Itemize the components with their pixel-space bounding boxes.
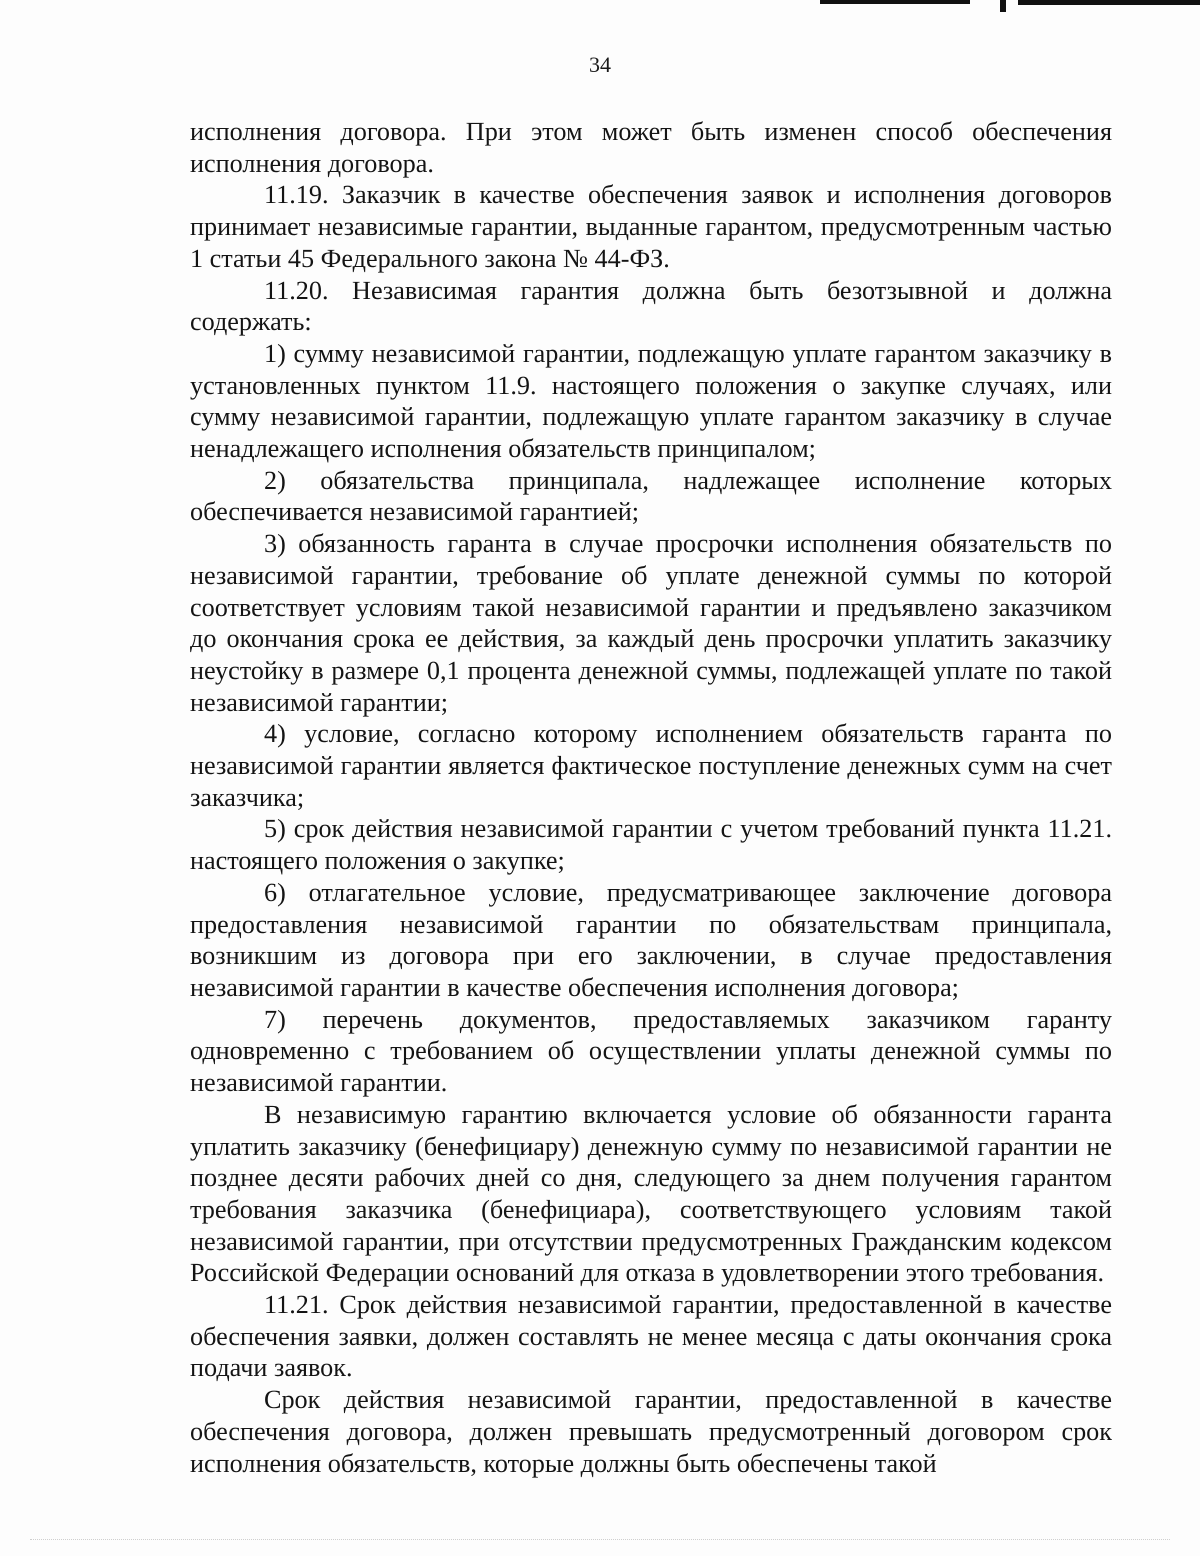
list-item: 1) сумму независимой гарантии, подлежащую уплате гарантом заказчику в установленных пунктом 11.9. настоящего положения о закупке случаях, или сумму независимой гарантии, подлежащую уплате гарантом заказчику в случае ненадлежащего исполнения обязательств принципалом; — [190, 338, 1112, 464]
list-item: 7) перечень документов, предоставляемых заказчиком гаранту одновременно с требованием об осуществлении уплаты денежной суммы по независимой гарантии. — [190, 1004, 1112, 1098]
list-item: 2) обязательства принципала, надлежащее исполнение которых обеспечивается независимой гарантией; — [190, 465, 1112, 527]
page-number: 34 — [589, 52, 611, 77]
paragraph: 11.21. Срок действия независимой гарантии, предоставленной в качестве обеспечения заявки, должен составлять не менее месяца с даты окончания срока подачи заявок. — [190, 1290, 1112, 1383]
document-body — [190, 116, 1112, 1479]
list-item: 5) срок действия независимой гарантии с учетом требований пункта 11.21. настоящего положения о закупке; — [190, 814, 1112, 876]
paragraph: исполнения договора. При этом может быть изменен способ обеспечения исполнения договора. — [190, 117, 1112, 178]
paragraph: Срок действия независимой гарантии, предоставленной в качестве обеспечения договора, должен превышать предусмотренный договором срок исполнения обязательств, которые должны быть обеспечены такой — [190, 1385, 1112, 1478]
paragraph: В независимую гарантию включается условие об обязанности гаранта уплатить заказчику (бенефициару) денежную сумму по независимой гарантии не позднее десяти рабочих дней со дня, следующего за днем получения гарантом требования заказчика (бенефициара), соответствующего условиям такой независимой гарантии, при отсутствии предусмотренных Гражданским кодексом Российской Федерации оснований для отказа в удовлетворении этого требования. — [190, 1099, 1112, 1288]
list-item: 6) отлагательное условие, предусматривающее заключение договора предоставления независимой гарантии по обязательствам принципала, возникшим из договора при его заключении, в случае предоставления независимой гарантии в качестве обеспечения исполнения договора; — [190, 877, 1112, 1002]
paragraph: 11.19. Заказчик в качестве обеспечения заявок и исполнения договоров принимает независимые гарантии, выданные гарантом, предусмотренным частью 1 статьи 45 Федерального закона № 44-ФЗ. — [190, 180, 1112, 273]
paragraph: 11.20. Независимая гарантия должна быть безотзывной и должна содержать: — [190, 275, 1112, 337]
list-item: 4) условие, согласно которому исполнением обязательств гаранта по независимой гарантии является фактическое поступление денежных сумм на счет заказчика; — [190, 719, 1112, 812]
scan-edge-mark — [1000, 0, 1006, 12]
scan-edge-mark — [820, 0, 970, 4]
scan-edge-mark — [1018, 0, 1200, 5]
list-item: 3) обязанность гаранта в случае просрочки исполнения обязательств по независимой гарантии, требование об уплате денежной суммы по которой соответствует условиям такой независимой гарантии и предъявлено заказчиком до окончания срока ее действия, за каждый день просрочки уплатить заказчику неустойку в размере 0,1 процента денежной суммы, подлежащей уплате по такой независимой гарантии; — [190, 529, 1112, 717]
scan-bottom-edge — [30, 1539, 1170, 1542]
